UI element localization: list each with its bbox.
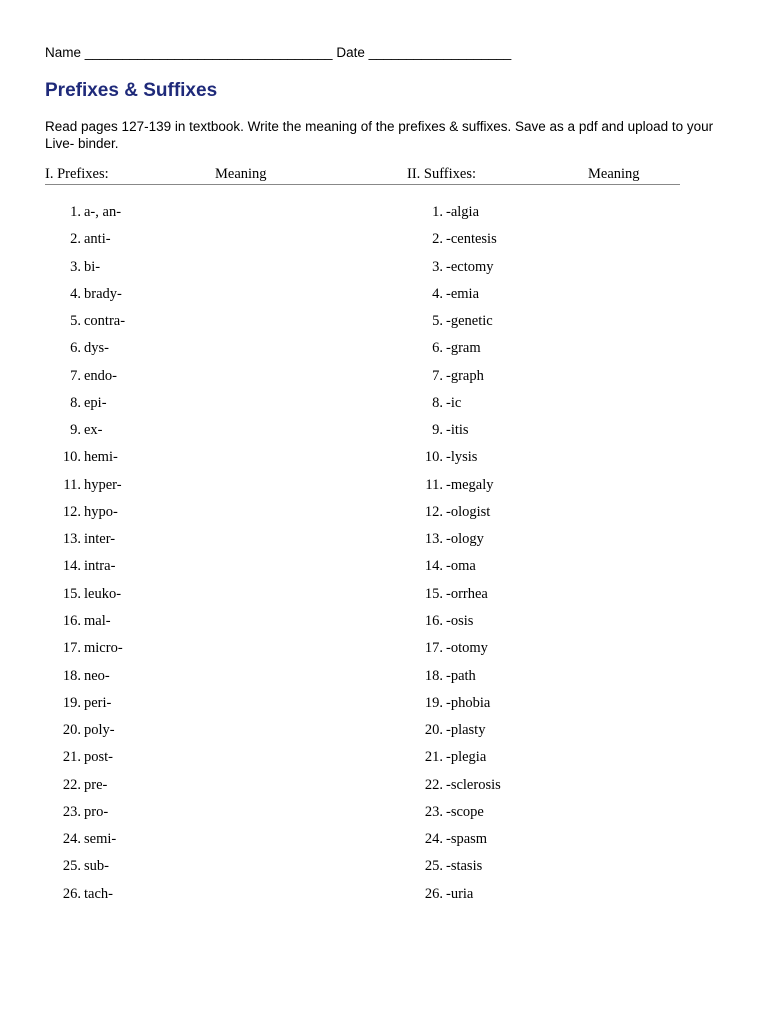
item-number: 1. (432, 204, 443, 220)
item-term: peri- (84, 694, 112, 711)
item-number: 12. (62, 503, 81, 520)
item-term: -stasis (446, 858, 483, 875)
prefix-item (59, 475, 122, 502)
suffix-item (421, 584, 488, 611)
item-number: 5. (432, 313, 443, 330)
suffix-item (421, 720, 486, 747)
item-number: 17. (424, 640, 443, 657)
item-term: -osis (446, 612, 474, 629)
item-number: 3. (70, 258, 81, 275)
item-number: 15. (62, 585, 81, 602)
suffix-item (421, 366, 484, 393)
item-number: 26. (62, 885, 81, 902)
item-number: 18. (62, 667, 81, 684)
suffix-list (421, 202, 501, 911)
suffix-item (421, 202, 480, 229)
item-term: -path (446, 667, 476, 684)
item-number: 10. (424, 449, 443, 466)
item-number: 8. (70, 394, 81, 411)
item-term: leuko- (84, 585, 122, 602)
suffix-item (421, 856, 483, 883)
item-number: 6. (70, 340, 81, 357)
item-number: 16. (62, 612, 81, 629)
suffix-item (421, 502, 491, 529)
suffix-item (421, 311, 493, 338)
item-term: neo- (84, 667, 110, 684)
item-term: -genetic (446, 313, 493, 330)
prefix-item (59, 366, 118, 393)
item-number: 5. (70, 313, 81, 330)
item-term: hemi- (84, 449, 118, 466)
suffix-item (421, 447, 478, 474)
item-term: hypo- (84, 503, 118, 520)
item-number: 7. (70, 367, 81, 384)
prefix-item (59, 584, 122, 611)
suffix-item (421, 229, 497, 256)
item-number: 17. (62, 640, 81, 657)
item-term: epi- (84, 394, 107, 411)
name-label: Name (45, 45, 82, 60)
item-number: 4. (432, 285, 443, 302)
suffix-item (421, 257, 494, 284)
item-term: -sclerosis (446, 776, 501, 793)
item-term: endo- (84, 367, 118, 384)
prefix-item (59, 856, 109, 883)
item-number: 19. (424, 694, 443, 711)
suffix-item (421, 556, 476, 583)
item-term: -ectomy (446, 258, 494, 275)
item-term: post- (84, 749, 113, 766)
item-number: 14. (424, 558, 443, 575)
item-number: 10. (62, 449, 81, 466)
item-number: 2. (70, 231, 81, 248)
suffix-item (421, 529, 484, 556)
item-number: 20. (424, 722, 443, 739)
item-number: 4. (70, 285, 81, 302)
item-number: 23. (62, 803, 81, 820)
item-term: tach- (84, 885, 113, 902)
item-number: 2. (432, 231, 443, 248)
suffix-item (421, 693, 491, 720)
item-term: poly- (84, 722, 115, 739)
item-number: 19. (62, 694, 81, 711)
prefix-item (59, 775, 108, 802)
item-term: -ologist (446, 503, 491, 520)
item-term: -emia (446, 285, 480, 302)
item-term: -ic (446, 394, 462, 411)
item-number: 16. (424, 612, 443, 629)
item-term: -itis (446, 422, 469, 439)
item-term: brady- (84, 285, 122, 302)
prefix-item (59, 693, 112, 720)
prefix-item (59, 257, 101, 284)
prefix-item (59, 447, 118, 474)
prefix-item (59, 802, 109, 829)
suffix-item (421, 775, 501, 802)
suffix-item (421, 475, 494, 502)
item-number: 20. (62, 722, 81, 739)
prefix-list (59, 202, 126, 911)
item-number: 11. (425, 476, 443, 493)
item-term: -megaly (446, 476, 494, 493)
item-number: 13. (424, 531, 443, 548)
item-term: sub- (84, 858, 109, 875)
instructions-text: Read pages 127-139 in textbook. Write the meaning of the prefixes & suffixes. Save as a pdf and upload to your Live- binder. (45, 119, 714, 151)
prefix-item (59, 311, 126, 338)
item-term: -phobia (446, 694, 491, 711)
prefix-item (59, 720, 115, 747)
prefix-item (59, 229, 111, 256)
item-term: contra- (84, 313, 126, 330)
item-number: 9. (70, 422, 81, 439)
item-term: mal- (84, 612, 111, 629)
item-term: anti- (84, 231, 111, 248)
suffix-item (421, 747, 487, 774)
prefix-item (59, 638, 123, 665)
item-term: -ology (446, 531, 484, 548)
suffix-item (421, 420, 469, 447)
item-number: 13. (62, 531, 81, 548)
item-number: 25. (62, 858, 81, 875)
item-number: 1. (70, 204, 81, 220)
prefix-item (59, 556, 116, 583)
suffix-item (421, 338, 481, 365)
item-number: 8. (432, 394, 443, 411)
item-term: inter- (84, 531, 116, 548)
suffix-item (421, 884, 474, 911)
prefix-item (59, 747, 113, 774)
suffix-item (421, 802, 484, 829)
suffix-item (421, 393, 462, 420)
item-number: 6. (432, 340, 443, 357)
item-number: 14. (62, 558, 81, 575)
item-term: -gram (446, 340, 481, 357)
item-number: 26. (424, 885, 443, 902)
prefix-item (59, 284, 122, 311)
prefix-item (59, 502, 118, 529)
suffix-item (421, 284, 480, 311)
item-term: pre- (84, 776, 108, 793)
prefix-item (59, 393, 107, 420)
suffix-item (421, 611, 474, 638)
column-headings (45, 166, 680, 185)
item-term: -plasty (446, 722, 486, 739)
item-term: pro- (84, 803, 109, 820)
date-blank[interactable]: ___________________ (368, 45, 512, 60)
page-title: Prefixes & Suffixes (45, 80, 218, 101)
item-term: micro- (84, 640, 123, 657)
item-term: semi- (84, 831, 117, 848)
suffix-item (421, 666, 476, 693)
item-number: 24. (424, 831, 443, 848)
prefix-item (59, 666, 110, 693)
item-term: -otomy (446, 640, 488, 657)
prefix-item (59, 420, 103, 447)
suffixes-meaning-heading: Meaning (588, 166, 640, 182)
item-number: 12. (424, 503, 443, 520)
prefix-item (59, 529, 116, 556)
item-number: 11. (63, 476, 81, 493)
item-term: -scope (446, 803, 484, 820)
prefix-item (59, 338, 109, 365)
item-term: -algia (446, 204, 480, 220)
item-number: 23. (424, 803, 443, 820)
name-date-line (45, 45, 511, 60)
item-number: 21. (62, 749, 81, 766)
prefix-item (59, 202, 122, 229)
item-term: -orrhea (446, 585, 488, 602)
item-term: -oma (446, 558, 476, 575)
suffix-item (421, 829, 488, 856)
item-term: bi- (84, 258, 101, 275)
item-number: 22. (424, 776, 443, 793)
date-label: Date (336, 45, 365, 60)
item-term: a-, an- (84, 204, 122, 220)
suffixes-heading: II. Suffixes: (407, 166, 477, 182)
prefix-item (59, 829, 117, 856)
item-number: 25. (424, 858, 443, 875)
item-term: ex- (84, 422, 103, 439)
item-term: dys- (84, 340, 109, 357)
item-number: 15. (424, 585, 443, 602)
item-number: 18. (424, 667, 443, 684)
item-number: 21. (424, 749, 443, 766)
prefixes-meaning-heading: Meaning (215, 166, 267, 182)
item-term: -uria (446, 885, 474, 902)
item-number: 7. (432, 367, 443, 384)
item-number: 3. (432, 258, 443, 275)
item-number: 22. (62, 776, 81, 793)
item-number: 9. (432, 422, 443, 439)
item-term: -plegia (446, 749, 487, 766)
item-term: -graph (446, 367, 484, 384)
item-term: -centesis (446, 231, 497, 248)
prefix-item (59, 884, 113, 911)
name-blank[interactable]: _________________________________ (84, 45, 333, 60)
prefix-item (59, 611, 111, 638)
item-term: -lysis (446, 449, 478, 466)
prefixes-heading: I. Prefixes: (45, 166, 109, 182)
suffix-item (421, 638, 488, 665)
item-term: hyper- (84, 476, 122, 493)
item-number: 24. (62, 831, 81, 848)
item-term: intra- (84, 558, 116, 575)
item-term: -spasm (446, 831, 488, 848)
